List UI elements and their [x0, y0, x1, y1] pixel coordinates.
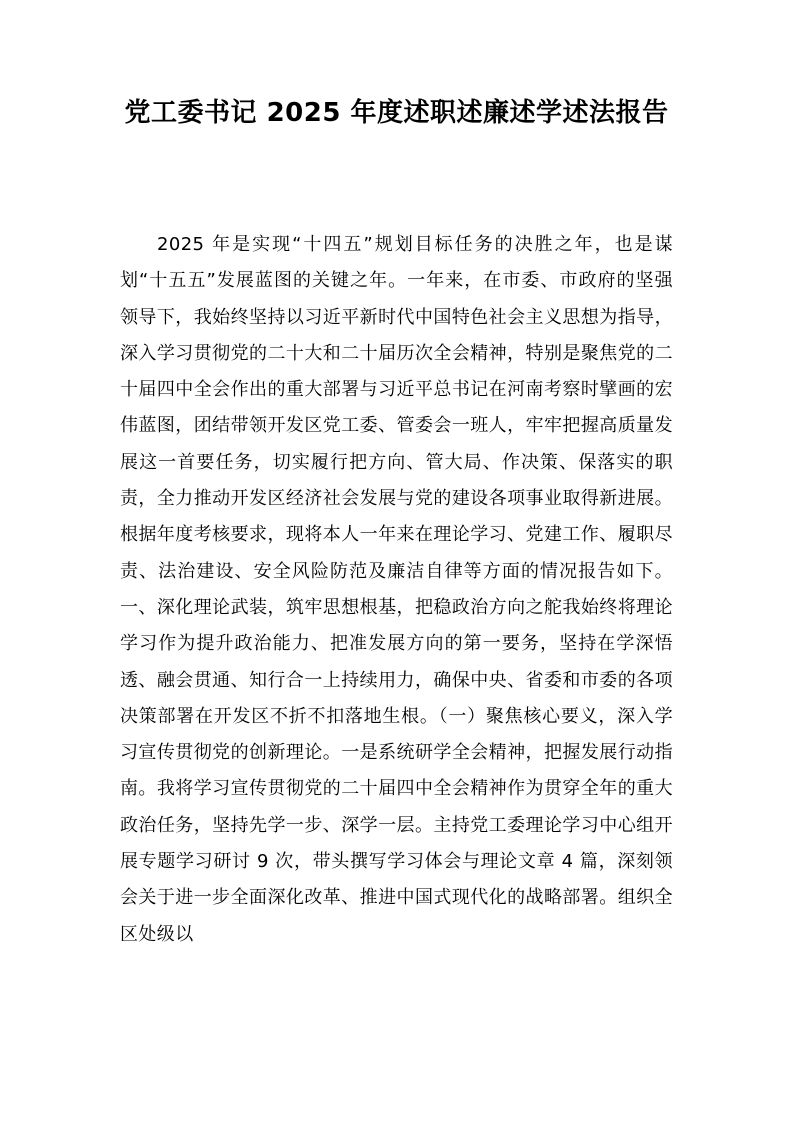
document-title: 党工委书记 2025 年度述职述廉述学述法报告 — [124, 98, 669, 128]
body-paragraph: 2025 年是实现“十四五”规划目标任务的决胜之年，也是谋划“十五五”发展蓝图的关键之年。一年来，在市委、市政府的坚强领导下，我始终坚持以习近平新时代中国特色社会主义思想为指导，深入学习贯彻党的二十大和二十届历次全会精神，特别是聚焦党的二十届四中全会作出的重大部署与习近平总书记在河南考察时擘画的宏伟蓝图，团结带领开发区党工委、管委会一班人，牢牢把握高质量发展这一首要任务，切实履行把方向、管大局、作决策、保落实的职责，全力推动开发区经济社会发展与党的建设各项事业取得新进展。根据年度考核要求，现将本人一年来在理论学习、党建工作、履职尽责、法治建设、安全风险防范及廉洁自律等方面的情况报告如下。一、深化理论武装，筑牢思想根基，把稳政治方向之舵我始终将理论学习作为提升政治能力、把准发展方向的第一要务，坚持在学深悟透、融会贯通、知行合一上持续用力，确保中央、省委和市委的各项决策部署在开发区不折不扣落地生根。（一）聚焦核心要义，深入学习宣传贯彻党的创新理论。一是系统研学全会精神，把握发展行动指南。我将学习宣传贯彻党的二十届四中全会精神作为贯穿全年的重大政治任务，坚持先学一步、深学一层。主持党工委理论学习中心组开展专题学习研讨 9 次，带头撰写学习体会与理论文章 4 篇，深刻领会关于进一步全面深化改革、推进中国式现代化的战略部署。组织全区处级以 — [120, 234, 673, 945]
